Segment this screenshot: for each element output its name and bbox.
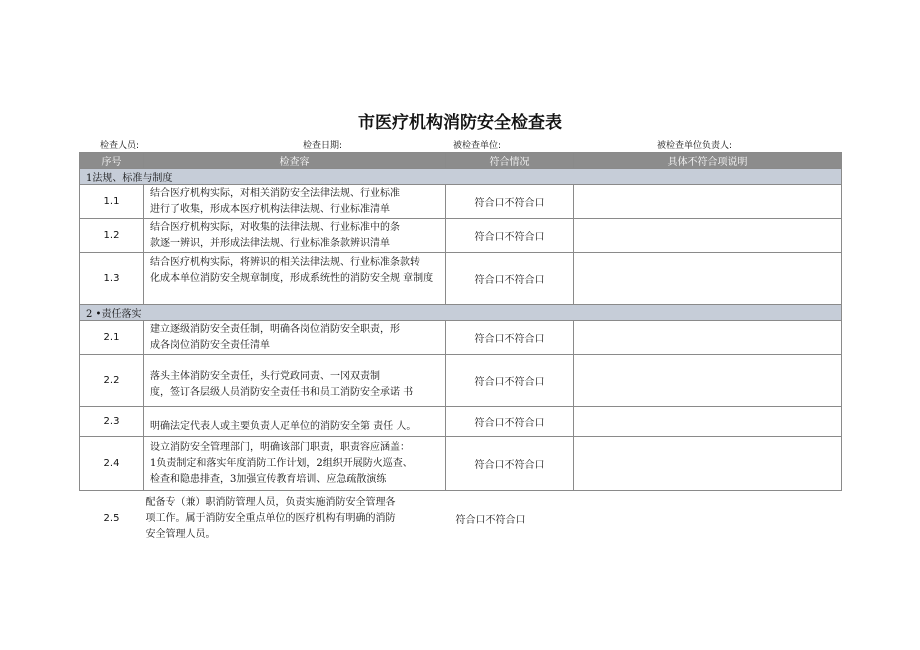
row-no: 2.1 (80, 321, 144, 355)
content-line: 成各岗位消防安全责任清单 (150, 339, 270, 351)
content-line: 结合医疗机构实际，对相关消防安全法律法规、行业标准 (150, 187, 400, 199)
inspector-label: 检查人员: (100, 141, 140, 151)
row-content (144, 185, 446, 219)
table-row (80, 185, 842, 219)
row-notes[interactable] (574, 321, 842, 355)
content-line: 结合医疗机构实际，将辨识的相关法律法规、行业标准条款转 (150, 257, 420, 268)
table-header-row (80, 153, 842, 169)
row-notes[interactable] (574, 407, 842, 437)
row-no: 2.2 (80, 355, 144, 407)
content-line: 进行了收集，形成本医疗机构法律法规、行业标准清单 (150, 203, 390, 215)
table-row (80, 321, 842, 355)
row-content (144, 321, 446, 355)
row-content (144, 355, 446, 407)
row-no: 1.2 (80, 219, 144, 253)
table-row (80, 407, 842, 437)
content-line: 结合医疗机构实际，对收集的法律法规、行业标准中的条 (150, 221, 400, 233)
row-status[interactable]: 符合口不符合口 (446, 355, 574, 407)
row-no: 1.1 (80, 185, 144, 219)
table-row (80, 355, 842, 407)
section-row (80, 169, 842, 185)
content-line: 款逐一辨识，并形成法律法规、行业标准条款辨识清单 (150, 237, 390, 249)
content-line: 度，签订各层级人员消防安全责任书和员工消防安全承诺 书 (150, 386, 414, 398)
row-content (144, 253, 446, 305)
page-title: 市医疗机构消防安全检查表 (358, 113, 562, 133)
table-row (80, 491, 842, 547)
header-status: 符合情况 (446, 153, 574, 169)
content-line: 设立消防安全管理部门，明确该部门职责，职责容应涵盖： (150, 441, 410, 453)
row-content (144, 437, 446, 491)
content-line: 配备专（兼）职消防管理人员，负责实施消防安全管理各 (145, 496, 396, 508)
row-no: 2.4 (80, 437, 144, 491)
table-row (80, 437, 842, 491)
row-content (144, 491, 446, 547)
row-notes[interactable] (574, 437, 842, 491)
section-row (80, 305, 842, 321)
content-line: 检查和隐患排查，3加强宣传教育培训、应急疏散演练 (150, 473, 387, 485)
section-title: 2 •责任落实 (80, 305, 842, 321)
header-notes: 具体不符合项说明 (574, 153, 842, 169)
row-status[interactable]: 符合口不符合口 (446, 185, 574, 219)
row-status[interactable]: 符合口不符合口 (446, 219, 574, 253)
table-row (80, 253, 842, 305)
row-status[interactable]: 符合口不符合口 (446, 437, 574, 491)
row-notes[interactable] (574, 355, 842, 407)
row-notes[interactable] (574, 491, 842, 547)
content-line: 建立逐级消防安全责任制，明确各岗位消防安全职责，形 (150, 323, 400, 335)
content-line: 安全管理人员。 (145, 528, 216, 540)
row-content (144, 407, 446, 437)
header-content: 检查容 (144, 153, 446, 169)
content-line: 落头主体消防安全责任，头行党政同责、一冈双责制 (150, 370, 380, 382)
row-status[interactable]: 符合口不符合口 (446, 321, 574, 355)
table-row (80, 219, 842, 253)
content-line: 1负责制定和落实年度消防工作计划，2组织开展防火巡查、 (150, 457, 413, 469)
row-no: 1.3 (80, 253, 144, 305)
row-notes[interactable] (574, 185, 842, 219)
row-no: 2.3 (80, 407, 144, 437)
row-status[interactable]: 符合口不符合口 (446, 253, 574, 305)
content-line: 项工作。属于消防安全重点单位的医疗机构有明确的消防 (145, 512, 396, 524)
row-notes[interactable] (574, 253, 842, 305)
content-line: 明确法定代表人或主要负责人疋单位的消防安全第 责任 人。 (150, 421, 417, 432)
row-status[interactable]: 符合口不符合口 (446, 491, 574, 547)
date-label: 检查日期: (303, 141, 343, 151)
inspection-table (79, 152, 842, 547)
person-label: 被检查单位负责人: (657, 141, 733, 151)
header-no: 序号 (80, 153, 144, 169)
row-status[interactable]: 符合口不符合口 (446, 407, 574, 437)
row-notes[interactable] (574, 219, 842, 253)
unit-label: 被检查单位: (453, 141, 502, 151)
section-title: 1法规、标准与制度 (80, 169, 842, 185)
content-line: 化成本单位消防安全规章制度，形成系统性的消防安全规 章制度 (150, 273, 434, 284)
row-no: 2.5 (80, 491, 144, 547)
row-content (144, 219, 446, 253)
